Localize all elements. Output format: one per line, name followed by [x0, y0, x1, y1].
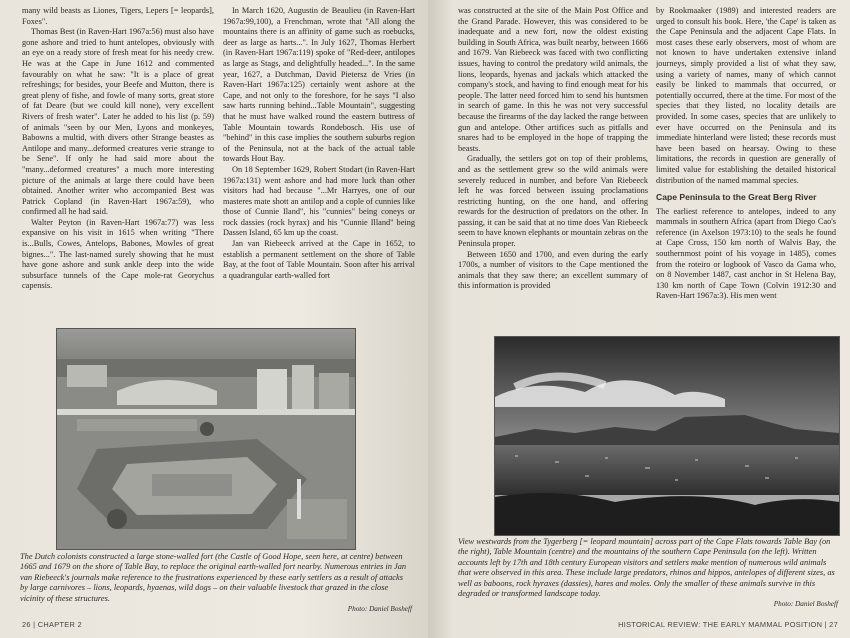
left-photo-caption: [20, 552, 412, 614]
cape-flats-landscape-image: [495, 337, 839, 535]
castle-aerial-image: [57, 329, 355, 549]
paragraph: Jan van Riebeeck arrived at the Cape in 1652, to establish a permanent settlement on the shore of Table Bay, at the foot of Table Mountain. Soon after his arrival a quadrangular earth-walled fort: [223, 239, 415, 280]
right-page-column-1: [458, 6, 648, 314]
right-photo-caption: [458, 537, 838, 610]
castle-of-good-hope-photo: [56, 328, 356, 550]
left-caption-text: The Dutch colonists constructed a large stone-walled fort (the Castle of Good Hope, seen here, at centre) between 1665 and 1679 on the shore of Table Bay, to replace the original earth-walled fort nearby. Numerous entries in Jan van Riebeeck's journals make reference to the frustrations experienced by these early settlers as a result of attacks by large carnivores – lions, leopards, hyaenas, wild dogs – on their valuable livestock that grazed in the close vicinity of these structures.: [20, 552, 407, 603]
paragraph: Between 1650 and 1700, and even during the early 1700s, a number of visitors to the Cape mentioned the animals that they saw there; an excellent summary of this information is provided: [458, 249, 648, 291]
left-photo-credit: Photo: Daniel Bosheff: [347, 605, 412, 614]
left-page-footer: 26 | CHAPTER 2: [22, 620, 82, 629]
left-page-column-1: [22, 6, 214, 326]
paragraph: The earliest reference to antelopes, indeed to any mammals in southern Africa (apart from Diego Cao's reference (in Axelson 1973:10) to the seals he found at Cape Cross, 150 km north of Walvis Bay, the southernmost point of his voyage in 1485), comes from the roteiro or logbook of Vasco da Gama who, on 8 November 1487, cast anchor in St Helena Bay, 130 km north of Cape Town (Colvin 1912:30 and Raven-Hart 1967a:3). His men went: [656, 206, 836, 301]
right-page-column-2: [656, 6, 836, 324]
right-page: [428, 0, 850, 638]
paragraph: many wild beasts as Liones, Tigers, Lepers [= leopards], Foxes".: [22, 6, 214, 26]
right-caption-text: View westwards from the Tygerberg [= leopard mountain] across part of the Cape Flats towards Table Bay (on the right), Table Mountain (centre) and the mountains of the southern Cape Peninsula (on the left). Written accounts left by 17th and 18th century European visitors and settlers make mention of numerous wild animals that were observed in this area. These include large predators, rhinos and hippos, antelopes of different sizes, as well as baboons, rock hyraxes (dassies), hares and moles. Only the smaller of these animals survive in this degraded or transformed landscape today.: [458, 537, 835, 599]
paragraph: Gradually, the settlers got on top of their problems, and as the settlement grew so the wild animals were severely reduced in number, and before Van Riebeeck left he was forced between issuing proclamations restricting hunting, on the one hand, and offering rewards for the destruction of predators on the other. In passing, it can be said that at no time does Van Riebeeck seem to have known elephants or mountain zebras on the Peninsula proper.: [458, 154, 648, 249]
right-page-footer: HISTORICAL REVIEW: THE EARLY MAMMAL POSITION | 27: [618, 620, 838, 629]
cape-flats-photo: [494, 336, 840, 536]
left-page-column-2: [223, 6, 415, 326]
section-heading: Cape Peninsula to the Great Berg River: [656, 192, 817, 203]
paragraph: was constructed at the site of the Main Post Office and the Grand Parade. However, this was considered to be inadequate and a new fort, now the oldest existing building in South Africa, was built nearby, between 1666 and 1679. Van Riebeeck was faced with two conflicting issues, having to control the predatory wild animals, the lions, leopards, hyenas and jackals which attacked the company's stock, and having to find enough meat for his people. The latter need forced him to send his huntsmen in search of game. In this he was not very successful because the firearms of the day lacked the range between gun and antelope. Other artifices such as pitfalls and snares had to be employed in the hope of trapping the beasts.: [458, 6, 648, 153]
paragraph: Walter Peyton (in Raven-Hart 1967a:77) was less expansive on his visit in 1615 when writing "There is...Bulls, Cowes, Antelops, Babones, Mowles of great bignes...". The last-named surely showing that he must have gone ashore and sunk ankle deep into the wide subsurface tunnels of the Cape mole-rat Georychus capensis.: [22, 217, 214, 291]
paragraph: In March 1620, Augustin de Beaulieu (in Raven-Hart 1967a:99,100), a Frenchman, wrote that "All along the mountains there is an affinity of game such as roebucks, deer as large as harts...". In July 1627, Thomas Herbert (in Raven-Hart 1967a:119) spoke of "Red-deer, antilopes as large as Stags, and delightfully headed...". In the same year, 1627, a Dutchman, David Pietersz de Vries (in Raven-Hart 1967a:125) certainly went ashore at the Cape, and not only to the foreshore, for he says "I also saw harts running behind...Table Mountain", suggesting that he must have walked round the eastern buttress of Table Mountain towards Rondebosch. His use of "behind" in this case implies the southern suburbs region of the Peninsula, not at the back of the actual table towards Hout Bay.: [223, 6, 415, 164]
paragraph: by Rookmaaker (1989) and interested readers are urged to consult his book. Here, 'the Cape' is taken as the Cape Peninsula and the adjacent Cape Flats. In most cases these early observers, most of whom are not known to have undertaken extensive inland journeys, simply provided a list of what they saw, using a variety of names, many of which cannot easily be linked to mammals that occurred, or potentially occurred, there at the time. For most of the species that they listed, no locality details are provided. In some cases, species that are unlikely to ever have occurred on the Peninsula and its immediate hinterland were listed; these records must have been based on hearsay. Owing to these limitations, the records in question are generally of limited value for establishing the detailed historical distribution of the named mammal species.: [656, 6, 836, 185]
right-photo-credit: Photo: Daniel Bosheff: [773, 600, 838, 609]
paragraph: On 18 September 1629, Robert Stodart (in Raven-Hart 1967a:131) went ashore and had more luck than other visitors had had because "...Mr Harryes, one of our masteres mate shott an antilop and a cople of cunnies like those of Cunnie Iland", his "cunnies" being coneys or rock dassies (rock hyrax) and his "Cunnie Illand" being Dassen Island, 65 km up the coast.: [223, 164, 415, 238]
paragraph: Thomas Best (in Raven-Hart 1967a:56) must also have gone ashore and tried to hunt antelopes, obviously with an eye on a ready store of fresh meat for his needy crew. He was at the Cape in June 1612 and commented favourably on what he saw: "It is a place of great refreshings; for besides, your Beefe and Mutton, there is great pleny of fishe, and fowle of many sorts, great store of fat Deare (but we could kill none), very excellent Rivers of fresh water". Later he added to his list (p. 59) of animals "seen by our Men, Lyons and monkeyes, Babowns a multid, with divers other Strange beastes as Antilope and many...deformed creatures verie strange to be Sene". If only he had said more about the "many...deformed creatures" a much more interesting picture of the animals at large there could have been obtained. Another writer who accompanied Best was Patrick Copland (in Raven-Hart 1967a:59), who confirmed all he had said.: [22, 27, 214, 217]
